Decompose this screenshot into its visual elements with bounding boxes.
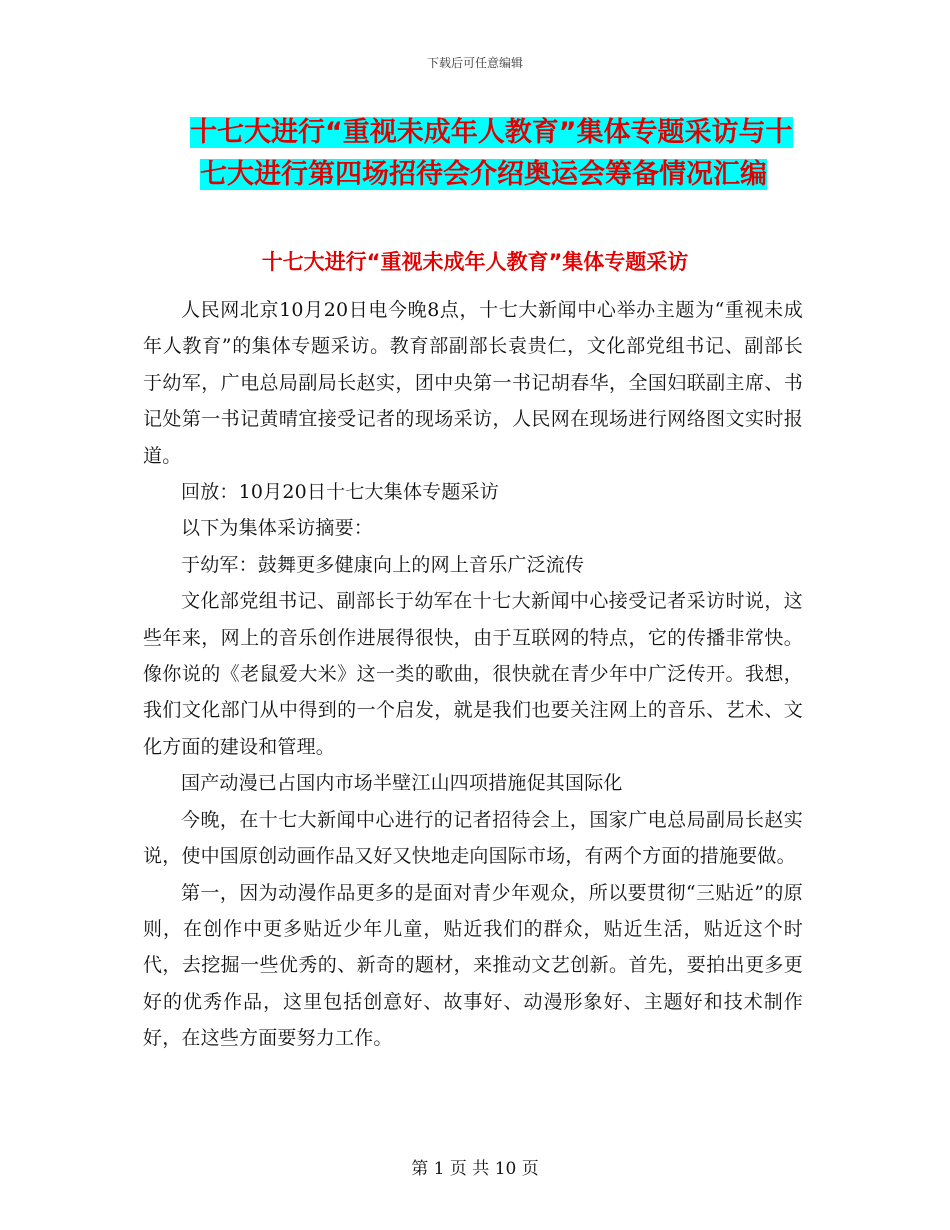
document-title-line-2: 七大进行第四场招待会介绍奥运会筹备情况汇编 (200, 159, 767, 190)
header-note: 下载后可任意编辑 (426, 56, 523, 70)
document-title (190, 112, 830, 196)
section-title: 十七大进行“重视未成年人教育”集体专题采访 (261, 250, 689, 274)
paragraph-yu-remarks: 文化部党组书记、副部长于幼军在十七大新闻中心接受记者采访时说，这些年来，网上的音乐创作进展得很快，由于互联网的特点，它的传播非常快。像你说的《老鼠爱大米》这一类的歌曲，很快就在青少年中广泛传开。我想，我们文化部门从中得到的一个启发，就是我们也要关注网上的音乐、艺术、文化方面的建设和管理。 (143, 590, 803, 758)
paragraph-heading-animation: 国产动漫已占国内市场半壁江山四项措施促其国际化 (181, 772, 623, 795)
paragraph-heading-yu: 于幼军：鼓舞更多健康向上的网上音乐广泛流传 (181, 553, 585, 576)
paragraph-replay: 回放：10月20日十七大集体专题采访 (181, 481, 499, 504)
paragraph-summary-lead: 以下为集体采访摘要： (181, 517, 374, 540)
document-body (143, 292, 803, 1057)
paragraph-intro: 人民网北京10月20日电今晚8点，十七大新闻中心举办主题为“重视未成年人教育”的集体专题采访。教育部副部长袁贵仁，文化部党组书记、副部长于幼军，广电总局副局长赵实，团中央第一书记胡春华，全国妇联副主席、书记处第一书记黄晴宜接受记者的现场采访，人民网在现场进行网络图文实时报道。 (143, 299, 803, 467)
paragraph-first-measure: 第一，因为动漫作品更多的是面对青少年观众，所以要贯彻“三贴近”的原则，在创作中更多贴近少年儿童，贴近我们的群众，贴近生活，贴近这个时代，去挖掘一些优秀的、新奇的题材，来推动文艺创新。首先，要拍出更多更好的优秀作品，这里包括创意好、故事好、动漫形象好、主题好和技术制作好，在这些方面要努力工作。 (143, 881, 803, 1050)
document-title-line-1: 十七大进行“重视未成年人教育”集体专题采访与十 (190, 117, 793, 148)
paragraph-zhao-remarks: 今晚，在十七大新闻中心进行的记者招待会上，国家广电总局副局长赵实说，使中国原创动画作品又好又快地走向国际市场，有两个方面的措施要做。 (143, 808, 803, 868)
page-number: 第 1 页 共 10 页 (411, 1159, 539, 1179)
